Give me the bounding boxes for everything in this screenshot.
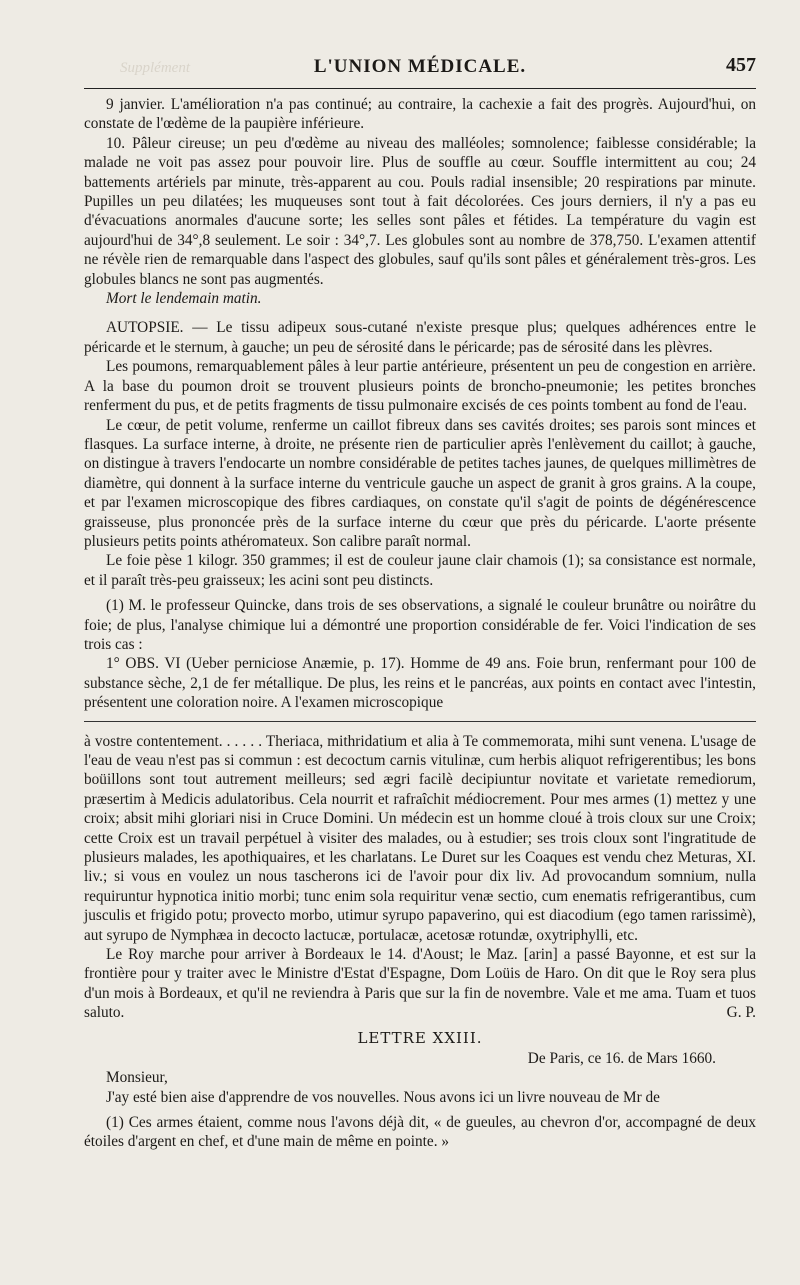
dateline: De Paris, ce 16. de Mars 1660. [527, 1049, 716, 1067]
paragraph-lungs: Les poumons, remarquablement pâles à leur partie antérieure, présentent un peu de congestion en arrière. A la base du poumon droit se trouvent plusieurs points de broncho-pneumonie; les petites bronches renferment du pus, et de petits fragments de tissu pulmonaire excisés de ces points tombent au fond de l'eau. [84, 358, 756, 415]
page-number: 457 [726, 54, 756, 76]
letter-news-text: Le Roy marche pour arriver à Bordeaux le 14. d'Aoust; le Maz. [arin] a passé Bayonne, et est sur la frontière pour y traiter avec le Ministre d'Estat d'Espagne, Dom Loüis de Haro. On dit que le Roy sera plus d'un mois à Bordeaux, et qu'il ne reviendra à Paris que sur la fin de novembre. Vale et me ama. Tuam et tuos saluto. [84, 946, 756, 1022]
paragraph-heart: Le cœur, de petit volume, renferme un caillot fibreux dans ses cavités droites; ses parois sont minces et flasques. La surface interne, à droite, ne présente rien de particulier après l'enlèvement du caillot; à gauche, on distingue à travers l'endocarte un nombre considérable de petites taches jaunes, de quelques millimètres de diamètre, qui donnent à la surface interne du ventricule gauche un aspect de granit à gros grains. A la coupe, et par l'examen microscopique des fibres cardiaques, on constate qu'il s'agit de points de dégénérescence graisseuse, plus prononcée près de la surface interne du cœur que près du péricarde. L'aorte présente plusieurs petits points athéromateux. Son calibre paraît normal. [84, 416, 756, 550]
footnote-arms: (1) Ces armes étaient, comme nous l'avons déjà dit, « de gueules, au chevron d'or, accompagné de deux étoiles d'argent en chef, et d'une main de même en pointe. » [84, 1113, 756, 1151]
paragraph-day10: 10. Pâleur cireuse; un peu d'œdème au niveau des malléoles; somnolence; faiblesse considérable; la malade ne voit pas assez pour pouvoir lire. Plus de souffle au cœur. Souffle intermittent au cou; 24 battements artériels par minute, très-apparent au cou. Pouls radial insensible; 20 respirations par minute. Pupilles un peu dilatées; les muqueuses sont tout à fait décolorées. Ces jours derniers, il n'y a pas eu d'évacuations anormales d'aucune sorte; les selles sont pâles et fétides. La température du vagin est aujourd'hui de 34°,8 seulement. Le soir : 34°,7. Les globules sont au nombre de 378,750. L'examen attentif ne révèle rien de remarquable dans l'aspect des globules, sauf qu'ils sont pâles et généralement très-gros. Les globules blancs ne sont pas augmentés. [84, 134, 756, 288]
section-divider [84, 721, 756, 722]
letter-heading: LETTRE XXIII. [357, 1028, 483, 1047]
letter-continuation: à vostre contentement. . . . . . Theriaca, mithridatium et alia à Te commemorata, mihi sunt venena. L'usage de l'eau de veau n'est pas si commun : est decoctum carnis vitulinæ, cum herbis aliquot refrigerentibus; les bons boüillons sont tout autrement meilleurs; sed ægri facilè decipiuntur novitate et varietate remediorum, præsertim à Medicis adulatoribus. Cela nourrit et rafraîchit médiocrement. Pour mes armes (1) mettez y une croix; absit mihi gloriari nisi in Cruce Domini. Un médecin est un homme cloué à trois cloux sur une Croix; cette Croix est un travail perpétuel à visiter des malades, ou à estudier; ses trois cloux sont l'ingratitude de plusieurs malades, les apothiquaires, et les charlatans. Le Duret sur les Coaques est vendu chez Meturas, XI. liv.; si vous en voulez un nous tascherons ici de l'avoir pour dix liv. Ad provocandum somnium, nulla requiruntur hypnotica initio morbi; tunc enim sola requiritur venæ sectio, cum enematis refrigerantibus, cum jusculis et frigido potu; provecto morbo, utimur syrupo papaverino, qui est diacodium (ego tamen rarissimè), aut syrupo de Nymphæa in decocto lactucæ, portulacæ, acetosæ rotundæ, oxytriphylli, etc. [84, 732, 756, 944]
letter-opening: J'ay esté bien aise d'apprendre de vos nouvelles. Nous avons ici un livre nouveau de Mr de [106, 1088, 660, 1106]
lower-section [84, 732, 756, 1152]
note-quincke: (1) M. le professeur Quincke, dans trois de ses observations, a signalé le couleur brunâtre ou noirâtre du foie; de plus, l'analyse chimique lui a démontré une proportion considérable de fer. Voici l'indication de ses trois cas : [84, 597, 756, 653]
header-rule [84, 88, 756, 89]
paragraph-death: Mort le lendemain matin. [106, 290, 262, 308]
spacer [84, 308, 756, 318]
note-obs-vi: 1° OBS. VI (Ueber perniciose Anæmie, p. 17). Homme de 49 ans. Foie brun, renfermant pour 100 de substance sèche, 2,1 de fer métallique. De plus, les reins et le pancréas, aux points en contact avec l'intestin, présentent une coloration noire. A l'examen microscopique [84, 655, 756, 712]
signature: G. P. [726, 1004, 756, 1022]
supplement-watermark: Supplément [120, 60, 190, 76]
upper-section [84, 95, 756, 713]
salutation: Monsieur, [106, 1069, 168, 1087]
paragraph-liver: Le foie pèse 1 kilogr. 350 grammes; il est de couleur jaune clair chamois (1); sa consistance est normale, et il paraît très-peu graisseux; les acini sont peu distincts. [84, 552, 756, 589]
letter-news [84, 945, 756, 1023]
running-title: L'UNION MÉDICALE. [313, 56, 527, 77]
paragraph-autopsy: AUTOPSIE. — Le tissu adipeux sous-cutané n'existe presque plus; quelques adhérences entre le péricarde et le sternum, à gauche; un peu de sérosité dans le péricarde; pas de sérosité dans les plèvres. [84, 319, 756, 356]
page-header [84, 52, 756, 88]
paragraph-jan9: 9 janvier. L'amélioration n'a pas continué; au contraire, la cachexie a fait des progrès. Aujourd'hui, on constate de l'œdème de la paupière inférieure. [84, 96, 756, 133]
